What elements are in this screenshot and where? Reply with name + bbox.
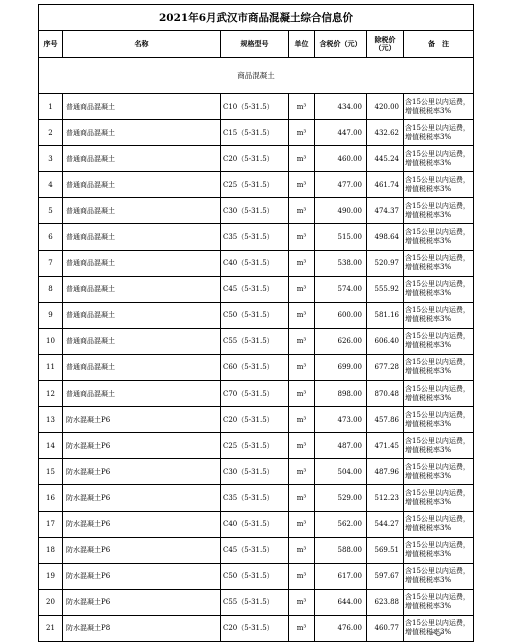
- cell-note: 含15公里以内运费，增值税税率3%: [404, 302, 474, 328]
- cell-unit: m³: [289, 537, 315, 563]
- header-unit: 单位: [289, 31, 315, 58]
- cell-name: 普通商品混凝土: [63, 172, 221, 198]
- table-row: [39, 589, 474, 615]
- cell-price-tax: 515.00: [315, 224, 367, 250]
- cell-no: 4: [39, 172, 63, 198]
- cell-spec: C25（5-31.5）: [221, 433, 289, 459]
- cell-name: 普通商品混凝土: [63, 276, 221, 302]
- cell-price-notax: 870.48: [367, 381, 404, 407]
- cell-spec: C55（5-31.5）: [221, 589, 289, 615]
- cell-name: 防水混凝土P6: [63, 563, 221, 589]
- cell-spec: C20（5-31.5）: [221, 146, 289, 172]
- cell-spec: C15（5-31.5）: [221, 120, 289, 146]
- table-row: [39, 537, 474, 563]
- cell-note: 含15公里以内运费，增值税税率3%: [404, 433, 474, 459]
- cell-price-tax: 644.00: [315, 589, 367, 615]
- cell-name: 普通商品混凝土: [63, 328, 221, 354]
- cell-name: 普通商品混凝土: [63, 224, 221, 250]
- cell-unit: m³: [289, 563, 315, 589]
- cell-price-notax: 677.28: [367, 354, 404, 380]
- cell-unit: m³: [289, 224, 315, 250]
- cell-price-tax: 574.00: [315, 276, 367, 302]
- cell-name: 防水混凝土P6: [63, 459, 221, 485]
- cell-price-notax: 471.45: [367, 433, 404, 459]
- header-name: 名称: [63, 31, 221, 58]
- cell-unit: m³: [289, 407, 315, 433]
- cell-name: 普通商品混凝土: [63, 381, 221, 407]
- cell-no: 9: [39, 302, 63, 328]
- cell-price-tax: 538.00: [315, 250, 367, 276]
- cell-note: 含15公里以内运费，增值税税率3%: [404, 224, 474, 250]
- cell-price-notax: 461.74: [367, 172, 404, 198]
- cell-spec: C45（5-31.5）: [221, 537, 289, 563]
- cell-spec: C20（5-31.5）: [221, 615, 289, 641]
- cell-price-tax: 504.00: [315, 459, 367, 485]
- cell-no: 3: [39, 146, 63, 172]
- cell-spec: C30（5-31.5）: [221, 198, 289, 224]
- section-row: [39, 58, 474, 94]
- cell-price-notax: 512.23: [367, 485, 404, 511]
- cell-no: 11: [39, 354, 63, 380]
- cell-price-tax: 617.00: [315, 563, 367, 589]
- cell-unit: m³: [289, 302, 315, 328]
- cell-price-tax: 588.00: [315, 537, 367, 563]
- cell-price-tax: 600.00: [315, 302, 367, 328]
- cell-spec: C40（5-31.5）: [221, 250, 289, 276]
- cell-spec: C50（5-31.5）: [221, 302, 289, 328]
- cell-spec: C20（5-31.5）: [221, 407, 289, 433]
- header-spec: 规格型号: [221, 31, 289, 58]
- cell-unit: m³: [289, 120, 315, 146]
- table-row: [39, 459, 474, 485]
- cell-unit: m³: [289, 198, 315, 224]
- cell-no: 17: [39, 511, 63, 537]
- cell-price-tax: 487.00: [315, 433, 367, 459]
- cell-unit: m³: [289, 328, 315, 354]
- table-row: [39, 615, 474, 641]
- cell-spec: C50（5-31.5）: [221, 563, 289, 589]
- cell-no: 15: [39, 459, 63, 485]
- cell-note: 含15公里以内运费，增值税税率3%: [404, 485, 474, 511]
- table-row: [39, 381, 474, 407]
- cell-price-notax: 474.37: [367, 198, 404, 224]
- cell-price-notax: 606.40: [367, 328, 404, 354]
- cell-spec: C40（5-31.5）: [221, 511, 289, 537]
- cell-no: 20: [39, 589, 63, 615]
- cell-unit: m³: [289, 459, 315, 485]
- cell-note: 含15公里以内运费，增值税税率3%: [404, 563, 474, 589]
- cell-unit: m³: [289, 146, 315, 172]
- cell-spec: C45（5-31.5）: [221, 276, 289, 302]
- cell-price-tax: 562.00: [315, 511, 367, 537]
- table-row: [39, 328, 474, 354]
- cell-note: 含15公里以内运费，增值税税率3%: [404, 120, 474, 146]
- cell-note: 含15公里以内运费，增值税税率3%: [404, 511, 474, 537]
- cell-name: 防水混凝土P6: [63, 537, 221, 563]
- cell-note: 含15公里以内运费，增值税税率3%: [404, 328, 474, 354]
- cell-spec: C30（5-31.5）: [221, 459, 289, 485]
- cell-no: 6: [39, 224, 63, 250]
- header-price-tax: 含税价（元）: [315, 31, 367, 58]
- table-row: [39, 407, 474, 433]
- cell-note: 含15公里以内运费，增值税税率3%: [404, 250, 474, 276]
- cell-spec: C25（5-31.5）: [221, 172, 289, 198]
- cell-no: 14: [39, 433, 63, 459]
- cell-no: 2: [39, 120, 63, 146]
- cell-price-tax: 490.00: [315, 198, 367, 224]
- table-title: 2021年6月武汉市商品混凝土综合信息价: [39, 5, 474, 31]
- cell-price-tax: 476.00: [315, 615, 367, 641]
- cell-spec: C10（5-31.5）: [221, 94, 289, 120]
- table-row: [39, 511, 474, 537]
- scan-mark-icon: [428, 628, 444, 637]
- cell-name: 防水混凝土P6: [63, 485, 221, 511]
- cell-note: 含15公里以内运费，增值税税率3%: [404, 459, 474, 485]
- cell-note: 含15公里以内运费，增值税税率3%: [404, 354, 474, 380]
- table-row: [39, 302, 474, 328]
- table-row: [39, 198, 474, 224]
- cell-note: 含15公里以内运费，增值税税率3%: [404, 589, 474, 615]
- cell-unit: m³: [289, 433, 315, 459]
- cell-price-tax: 699.00: [315, 354, 367, 380]
- cell-name: 防水混凝土P6: [63, 511, 221, 537]
- table-row: [39, 276, 474, 302]
- cell-unit: m³: [289, 511, 315, 537]
- cell-note: 含15公里以内运费，增值税税率3%: [404, 198, 474, 224]
- table-row: [39, 354, 474, 380]
- cell-spec: C70（5-31.5）: [221, 381, 289, 407]
- cell-unit: m³: [289, 354, 315, 380]
- cell-price-tax: 477.00: [315, 172, 367, 198]
- cell-note: 含15公里以内运费，增值税税率3%: [404, 172, 474, 198]
- cell-name: 普通商品混凝土: [63, 250, 221, 276]
- cell-spec: C35（5-31.5）: [221, 485, 289, 511]
- cell-price-notax: 460.77: [367, 615, 404, 641]
- cell-note: 含15公里以内运费，增值税税率3%: [404, 276, 474, 302]
- cell-name: 普通商品混凝土: [63, 354, 221, 380]
- cell-unit: m³: [289, 276, 315, 302]
- price-table-sheet: [38, 4, 473, 642]
- cell-note: 含15公里以内运费，增值税税率3%: [404, 146, 474, 172]
- cell-price-notax: 457.86: [367, 407, 404, 433]
- concrete-price-table: [38, 4, 474, 642]
- cell-spec: C35（5-31.5）: [221, 224, 289, 250]
- cell-unit: m³: [289, 615, 315, 641]
- cell-no: 8: [39, 276, 63, 302]
- table-row: [39, 250, 474, 276]
- cell-price-notax: 581.16: [367, 302, 404, 328]
- cell-no: 12: [39, 381, 63, 407]
- cell-name: 普通商品混凝土: [63, 94, 221, 120]
- cell-no: 10: [39, 328, 63, 354]
- cell-unit: m³: [289, 485, 315, 511]
- cell-price-notax: 623.88: [367, 589, 404, 615]
- cell-unit: m³: [289, 589, 315, 615]
- cell-unit: m³: [289, 250, 315, 276]
- section-label: 商品混凝土: [39, 58, 474, 94]
- cell-price-notax: 432.62: [367, 120, 404, 146]
- table-row: [39, 172, 474, 198]
- cell-price-tax: 898.00: [315, 381, 367, 407]
- cell-price-tax: 473.00: [315, 407, 367, 433]
- cell-no: 19: [39, 563, 63, 589]
- cell-price-notax: 555.92: [367, 276, 404, 302]
- cell-no: 18: [39, 537, 63, 563]
- cell-name: 防水混凝土P6: [63, 433, 221, 459]
- cell-no: 21: [39, 615, 63, 641]
- cell-price-tax: 626.00: [315, 328, 367, 354]
- cell-price-notax: 420.00: [367, 94, 404, 120]
- cell-price-notax: 445.24: [367, 146, 404, 172]
- cell-price-notax: 569.51: [367, 537, 404, 563]
- table-row: [39, 94, 474, 120]
- cell-note: 含15公里以内运费，增值税税率3%: [404, 381, 474, 407]
- cell-name: 普通商品混凝土: [63, 198, 221, 224]
- cell-note: 含15公里以内运费，增值税税率3%: [404, 94, 474, 120]
- cell-price-notax: 544.27: [367, 511, 404, 537]
- cell-name: 防水混凝土P6: [63, 589, 221, 615]
- cell-price-notax: 597.67: [367, 563, 404, 589]
- cell-price-tax: 460.00: [315, 146, 367, 172]
- table-row: [39, 563, 474, 589]
- cell-no: 16: [39, 485, 63, 511]
- cell-note: 含15公里以内运费，增值税税率3%: [404, 537, 474, 563]
- header-price-notax: 除税价（元）: [367, 31, 404, 58]
- header-row: [39, 31, 474, 58]
- cell-name: 防水混凝土P8: [63, 615, 221, 641]
- table-row: [39, 224, 474, 250]
- cell-unit: m³: [289, 381, 315, 407]
- table-row: [39, 120, 474, 146]
- cell-note: 含15公里以内运费，增值税税率3%: [404, 615, 474, 641]
- cell-unit: m³: [289, 94, 315, 120]
- cell-name: 普通商品混凝土: [63, 302, 221, 328]
- cell-name: 防水混凝土P6: [63, 407, 221, 433]
- cell-spec: C55（5-31.5）: [221, 328, 289, 354]
- cell-price-notax: 520.97: [367, 250, 404, 276]
- cell-name: 普通商品混凝土: [63, 120, 221, 146]
- header-no: 序号: [39, 31, 63, 58]
- cell-price-notax: 498.64: [367, 224, 404, 250]
- table-row: [39, 146, 474, 172]
- cell-price-tax: 434.00: [315, 94, 367, 120]
- cell-price-notax: 487.96: [367, 459, 404, 485]
- cell-spec: C60（5-31.5）: [221, 354, 289, 380]
- cell-no: 1: [39, 94, 63, 120]
- cell-note: 含15公里以内运费，增值税税率3%: [404, 407, 474, 433]
- cell-price-tax: 447.00: [315, 120, 367, 146]
- cell-price-tax: 529.00: [315, 485, 367, 511]
- cell-no: 13: [39, 407, 63, 433]
- cell-name: 普通商品混凝土: [63, 146, 221, 172]
- table-row: [39, 433, 474, 459]
- header-note: 备 注: [404, 31, 474, 58]
- cell-no: 7: [39, 250, 63, 276]
- cell-no: 5: [39, 198, 63, 224]
- table-row: [39, 485, 474, 511]
- cell-unit: m³: [289, 172, 315, 198]
